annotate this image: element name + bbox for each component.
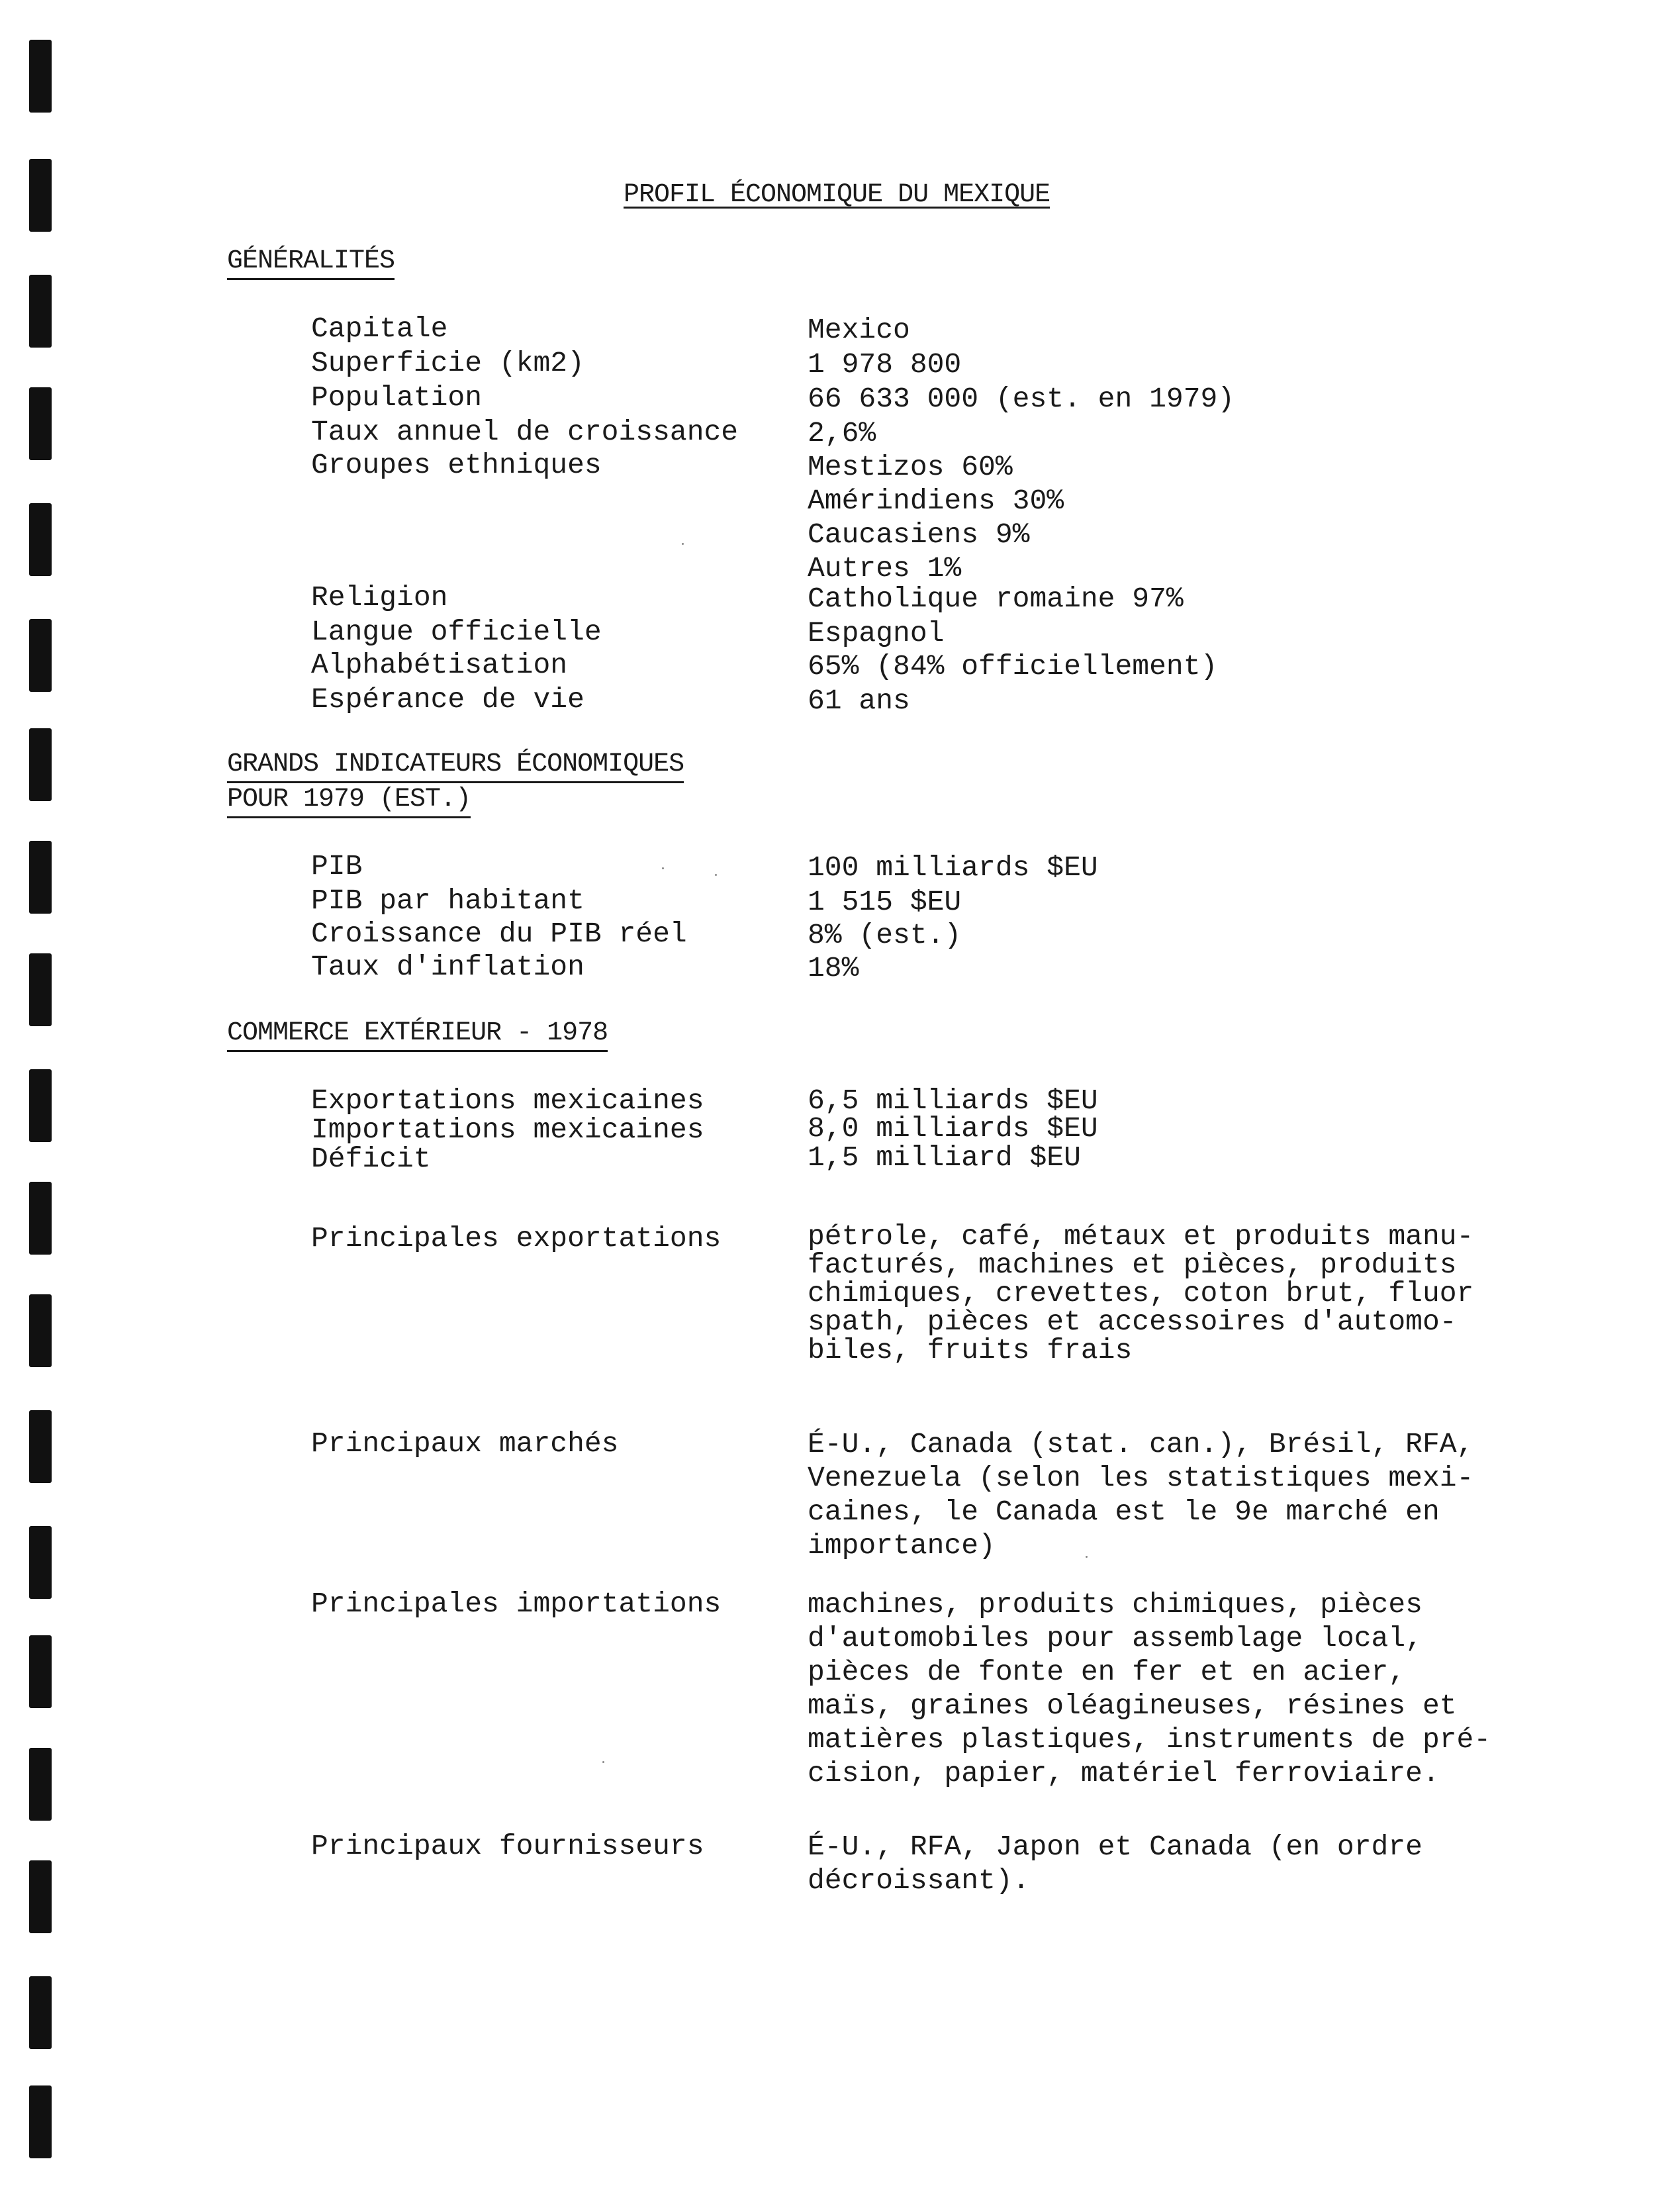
binding-mark [29,503,52,576]
label-croissance-pib: Croissance du PIB réel [311,918,687,950]
label-langue-officielle: Langue officielle [311,616,602,648]
value-alphabetisation: 65% (84% officiellement) [808,650,1218,683]
value-pib: 100 milliards $EU [808,851,1098,884]
label-alphabetisation: Alphabétisation [311,649,568,681]
value-principales-exportations: pétrole, café, métaux et produits manu- facturés, machines et pièces, produits chimiques, crevettes, coton brut, fluor spath, pièces et accessoires d'automo- biles, fruits frais [808,1220,1474,1366]
binding-mark [29,841,52,914]
binding-mark [29,1069,52,1142]
label-principaux-fournisseurs: Principaux fournisseurs [311,1830,704,1862]
binding-mark [29,1860,52,1933]
value-deficit: 1,5 milliard $EU [808,1141,1081,1174]
value-principales-importations: machines, produits chimiques, pièces d'automobiles pour assemblage local, pièces de fonte en fer et en acier, maïs, graines oléagineuses, résines et matières plastiques, instruments de pré- cision, papier, matériel ferroviaire. [808,1588,1491,1790]
value-principaux-marches: É-U., Canada (stat. can.), Brésil, RFA, Venezuela (selon les statistiques mexi- caines, le Canada est le 9e marché en importance) [808,1428,1474,1562]
label-exportations: Exportations mexicaines [311,1084,704,1117]
binding-mark [29,2085,52,2158]
label-religion: Religion [311,581,448,614]
scan-speck [682,543,684,545]
section-heading-line1: GRANDS INDICATEURS ÉCONOMIQUES [227,748,684,783]
section-heading-line2: POUR 1979 (EST.) [227,783,471,818]
value-taux-croissance: 2,6% [808,417,876,450]
value-taux-inflation: 18% [808,952,859,984]
binding-mark [29,1976,52,2049]
section-heading-indicateurs [227,748,684,818]
section-heading-generalites [227,245,395,280]
value-groupes-ethniques: Mestizos 60% Amérindiens 30% Caucasiens 9% Autres 1% [808,451,1064,585]
binding-mark [29,1294,52,1367]
label-taux-croissance: Taux annuel de croissance [311,416,739,448]
binding-mark [29,1410,52,1483]
section-heading-text: GÉNÉRALITÉS [227,245,395,280]
label-principales-importations: Principales importations [311,1588,722,1620]
value-langue-officielle: Espagnol [808,617,945,649]
binding-mark [29,619,52,692]
value-superficie: 1 978 800 [808,348,962,381]
binding-mark [29,1635,52,1708]
binding-mark [29,159,52,232]
value-principaux-fournisseurs: É-U., RFA, Japon et Canada (en ordre décroissant). [808,1831,1423,1897]
section-heading-text: COMMERCE EXTÉRIEUR - 1978 [227,1017,608,1052]
label-taux-inflation: Taux d'inflation [311,951,584,983]
binding-mark [29,1182,52,1255]
value-population: 66 633 000 (est. en 1979) [808,383,1235,415]
value-religion: Catholique romaine 97% [808,583,1184,615]
scan-speck [715,874,717,876]
label-capitale: Capitale [311,312,448,345]
label-importations: Importations mexicaines [311,1114,704,1146]
value-pib-habitant: 1 515 $EU [808,886,962,918]
value-exportations: 6,5 milliards $EU [808,1084,1098,1117]
scan-speck [662,867,664,869]
value-croissance-pib: 8% (est.) [808,919,962,951]
binding-mark [29,953,52,1026]
binding-mark [29,728,52,801]
binding-mark [29,1748,52,1821]
scan-speck [602,1761,604,1763]
binding-mark [29,40,52,113]
label-esperance-vie: Espérance de vie [311,683,584,716]
label-superficie: Superficie (km2) [311,347,584,379]
label-population: Population [311,381,483,414]
document-title: PROFIL ÉCONOMIQUE DU MEXIQUE [624,180,1050,210]
binding-mark [29,1526,52,1599]
binding-mark [29,275,52,348]
section-heading-commerce [227,1017,608,1052]
label-pib-habitant: PIB par habitant [311,885,584,917]
binding-mark [29,387,52,460]
value-capitale: Mexico [808,314,910,346]
value-esperance-vie: 61 ans [808,685,910,717]
label-groupes-ethniques: Groupes ethniques [311,449,602,481]
label-principaux-marches: Principaux marchés [311,1427,619,1460]
label-deficit: Déficit [311,1143,431,1175]
label-principales-exportations: Principales exportations [311,1222,722,1255]
value-importations: 8,0 milliards $EU [808,1112,1098,1145]
label-pib: PIB [311,850,363,883]
